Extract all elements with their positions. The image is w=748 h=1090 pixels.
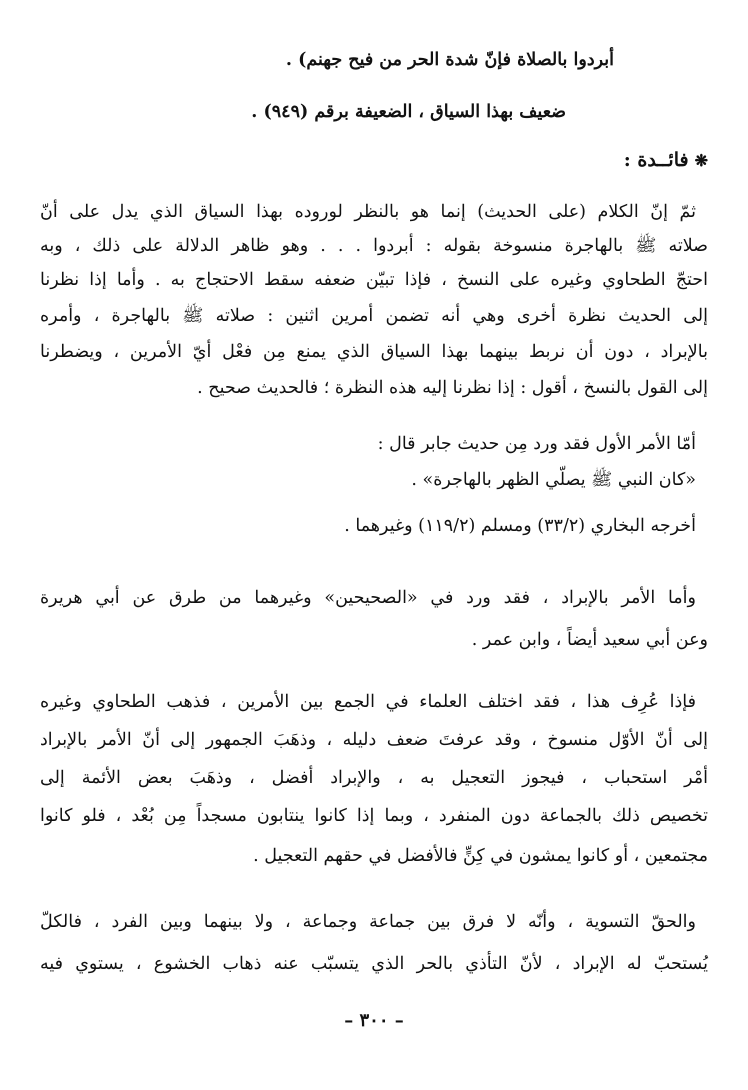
paragraph-line: مجتمعين ، أو كانوا يمشون في كِنٍّ فالأفضل في حقهم التعجيل . [253, 846, 708, 866]
paragraph-line: أمّا الأمر الأول فقد ورد مِن حديث جابر قال : [377, 434, 696, 454]
takhrij-line: أخرجه البخاري (٣٣/٢) ومسلم (١١٩/٢) وغيرهما . [344, 516, 696, 536]
section-title: فائــدة : [623, 149, 689, 171]
paragraph-line: أمْر استحباب ، فيجوز التعجيل به ، والإبراد أفضل ، وذهَبَ بعض الأئمة إلى [40, 768, 708, 788]
paragraph-line: بالإبراد ، دون أن نربط بينهما بهذا السياق الذي يمنع مِن فعْل أيّ الأمرين ، ويضطرنا [40, 342, 708, 362]
paragraph-line: احتجّ الطحاوي وغيره على النسخ ، فإذا تبيّن ضعفه سقط الاحتجاج به . وأما إذا نظرنا [40, 270, 708, 290]
hadith-quote: «كان النبي ﷺ يصلّي الظهر بالهاجرة» . [411, 470, 696, 490]
paragraph-line: يُستحبّ له الإبراد ، لأنّ التأذي بالحر الذي يتسبّب عنه ذهاب الخشوع ، يستوي فيه [40, 954, 708, 974]
paragraph-line: فإذا عُرِف هذا ، فقد اختلف العلماء في الجمع بين الأمرين ، فذهب الطحاوي وغيره [40, 692, 696, 712]
page-number: – ٣٠٠ – [344, 1010, 404, 1031]
paragraph-line: صلاته ﷺ بالهاجرة منسوخة بقوله : أبردوا . . . وهو ظاهر الدلالة على ذلك ، وبه [40, 236, 708, 256]
paragraph-line: إلى القول بالنسخ ، أقول : إذا نظرنا إليه هذه النظرة ؛ فالحديث صحيح . [197, 378, 708, 398]
section-heading [40, 146, 708, 175]
paragraph-line: والحقّ التسوية ، وأنّه لا فرق بين جماعة وجماعة ، ولا بينهما وبين الفرد ، فالكلّ [40, 912, 696, 932]
paragraph-line: وعن أبي سعيد أيضاً ، وابن عمر . [471, 630, 708, 650]
paragraph-line: تخصيص ذلك بالجماعة دون المنفرد ، وبما إذا كانوا ينتابون مسجداً مِن بُعْد ، فلو كانوا [40, 806, 708, 826]
paragraph-line: ثمّ إنّ الكلام (على الحديث) إنما هو بالنظر لوروده بهذا السياق الذي يدل على أنّ [40, 202, 696, 222]
paragraph-line: وأما الأمر بالإبراد ، فقد ورد في «الصحيحين» وغيرهما من طرق عن أبي هريرة [40, 588, 696, 608]
asterisk-icon: ❋ [694, 151, 708, 170]
paragraph-line: إلى أنّ الأوّل منسوخ ، وقد عرفتَ ضعف دليله ، وذهَبَ الجمهور إلى أنّ الأمر بالإبراد [40, 730, 708, 750]
paragraph-line: إلى الحديث نظرة أخرى وهي أنه تضمن أمرين اثنين : صلاته ﷺ بالهاجرة ، وأمره [40, 306, 708, 326]
quote-line-1: أبردوا بالصلاة فإنّ شدة الحر من فيح جهنم) . [285, 50, 614, 70]
quote-line-2: ضعيف بهذا السياق ، الضعيفة برقم (٩٤٩) . [251, 102, 566, 122]
